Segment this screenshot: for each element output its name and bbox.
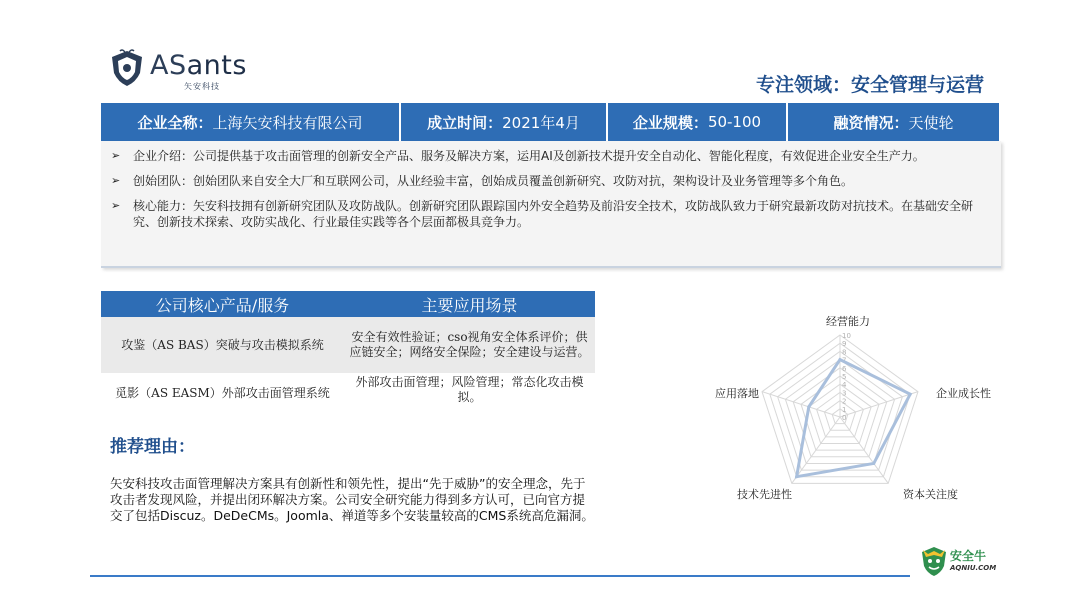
tick-label: 3 xyxy=(842,389,847,398)
footer-divider xyxy=(90,575,910,577)
axis-label: 应用落地 xyxy=(715,387,759,400)
aqniu-logo xyxy=(920,545,1000,579)
radar-svg xyxy=(700,305,1010,515)
data-point xyxy=(807,405,810,408)
bull-shield-icon xyxy=(920,545,948,577)
info-company-name: 企业全称： 上海矢安科技有限公司 xyxy=(101,103,401,141)
tick-label: 2 xyxy=(842,397,847,406)
tick-label: 5 xyxy=(842,373,847,381)
focus-area-title: 专注领域：安全管理与运营 xyxy=(755,74,984,96)
table-row xyxy=(101,317,595,373)
tick-label: 8 xyxy=(842,348,847,357)
data-point xyxy=(909,393,912,396)
table-row xyxy=(101,373,595,411)
product-name: 攻鉴（AS BAS）突破与攻击模拟系统 xyxy=(101,317,344,373)
tick-label: 10 xyxy=(842,332,851,340)
tick-label: 0 xyxy=(842,414,847,422)
arrow-bullet-icon: ➢ xyxy=(111,174,121,187)
company-logo xyxy=(108,48,258,94)
axis-label: 资本关注度 xyxy=(903,488,958,501)
company-details xyxy=(101,141,1001,268)
data-point xyxy=(795,475,798,478)
info-funding: 融资情况： 天使轮 xyxy=(833,113,954,132)
products-table xyxy=(101,291,595,411)
tick-label: 4 xyxy=(842,381,847,390)
axis-label: 经营能力 xyxy=(826,315,870,328)
arrow-bullet-icon: ➢ xyxy=(111,149,121,162)
company-info-band xyxy=(101,103,999,141)
brand-name: 安全牛 xyxy=(950,549,987,563)
header-scenarios: 主要应用场景 xyxy=(344,291,595,317)
axis-spoke xyxy=(762,392,840,417)
product-name: 觅影（AS EASM）外部攻击面管理系统 xyxy=(101,373,344,411)
product-scenario: 安全有效性验证；cso视角安全体系评价；供应链安全；网络安全保险；安全建设与运营。 xyxy=(344,317,595,373)
detail-team: ➢ 创始团队：创始团队来自安全大厂和互联网公司，从业经验丰富，创始成员覆盖创新研究、攻防对抗，架构设计及业务管理等多个角色。 xyxy=(111,174,854,188)
recommendation-text: 矢安科技攻击面管理解决方案具有创新性和领先性，提出“先于威胁”的安全理念，先于攻击者发现风险，并提出闭环解决方案。公司安全研究能力得到多方认可，已向官方提交了包括Discuz。DeDeCMs。Joomla、禅道等多个安装量较高的CMS系统高危漏洞。 xyxy=(110,476,594,523)
ant-shield-icon xyxy=(108,48,146,88)
info-founded: 成立时间： 2021年4月 xyxy=(401,103,608,141)
arrow-bullet-icon: ➢ xyxy=(111,199,121,212)
detail-intro: ➢ 企业介绍：公司提供基于攻击面管理的创新安全产品、服务及解决方案，运用AI及创新技术提升安全自动化、智能化程度，有效促进企业安全生产力。 xyxy=(111,149,925,163)
table-header-row xyxy=(101,291,595,317)
tick-label: 7 xyxy=(842,356,847,365)
logo-wordmark: ASants xyxy=(150,50,247,81)
axis-label: 技术先进性 xyxy=(737,488,792,501)
tick-label: 1 xyxy=(842,405,847,414)
axis-label: 企业成长性 xyxy=(936,387,991,400)
data-point xyxy=(839,358,842,361)
brand-url: AQNIU.COM xyxy=(950,564,997,572)
recommendation-title: 推荐理由： xyxy=(110,437,195,457)
logo-subtitle: 矢安科技 xyxy=(184,82,220,91)
data-point xyxy=(872,462,875,465)
tick-label: 6 xyxy=(842,364,847,373)
radar-chart xyxy=(700,305,1010,515)
detail-capability: ➢ 核心能力：矢安科技拥有创新研究团队及攻防战队。创新研究团队跟踪国内外安全趋势及前沿安全技术，攻防战队致力于研究最新攻防对抗技术。在基础安全研究、创新技术探索、攻防实战化、行业最佳实践等各个层面都极具竞争力。 xyxy=(111,199,974,229)
product-scenario: 外部攻击面管理；风险管理；常态化攻击模拟。 xyxy=(344,373,595,411)
tick-label: 9 xyxy=(842,340,847,349)
info-scale: 企业规模： 50-100 xyxy=(608,103,788,141)
header-products: 公司核心产品/服务 xyxy=(101,291,344,317)
